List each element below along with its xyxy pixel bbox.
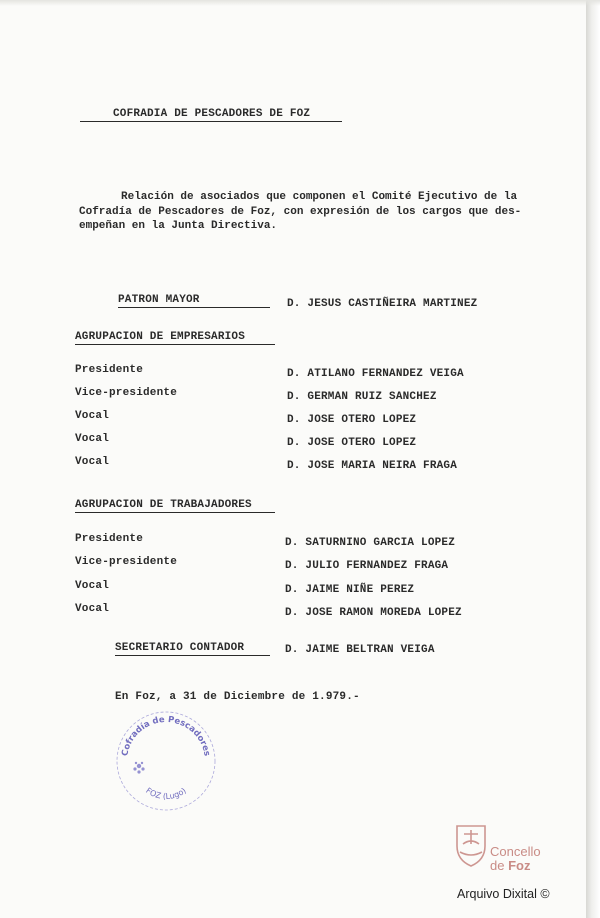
cofradia-stamp <box>113 708 219 814</box>
svg-text:Cofradía de Pescadores <box>120 715 211 757</box>
empresarios-role: Vocal <box>75 410 110 422</box>
secretario-underline <box>115 655 270 656</box>
intro-line: empeñan en la Junta Directiva. <box>79 220 278 232</box>
empresarios-role: Vice-presidente <box>75 387 178 399</box>
logo-word-concello: Concello <box>490 844 541 859</box>
empresarios-name: D. JOSE OTERO LOPEZ <box>287 437 417 449</box>
stamp-emblem-icon <box>133 762 144 774</box>
trabajadores-name: D. SATURNINO GARCIA LOPEZ <box>285 537 456 549</box>
page-edge <box>586 0 600 918</box>
empresarios-heading: AGRUPACION DE EMPRESARIOS <box>75 331 246 343</box>
svg-text:FOZ (Lugo) <box>144 786 188 801</box>
trabajadores-role: Vice-presidente <box>75 556 178 568</box>
stamp-text-bottom: FOZ (Lugo) <box>144 786 188 802</box>
intro-line: Relación de asociados que componen el Comité Ejecutivo de la <box>121 191 518 203</box>
trabajadores-name: D. JULIO FERNANDEZ FRAGA <box>285 560 449 572</box>
logo-word-foz: Foz <box>508 858 531 873</box>
patron-mayor-name: D. JESUS CASTIÑEIRA MARTINEZ <box>287 298 478 310</box>
empresarios-name: D. ATILANO FERNANDEZ VEIGA <box>287 368 464 380</box>
concello-foz-wordmark <box>490 845 541 873</box>
logo-word-de: de <box>490 858 505 873</box>
intro-line: Cofradía de Pescadores de Foz, con expresión de los cargos que des- <box>79 205 522 218</box>
trabajadores-role: Presidente <box>75 533 144 545</box>
empresarios-underline <box>75 344 275 345</box>
trabajadores-role: Vocal <box>75 580 110 592</box>
page-top-shadow <box>0 0 600 6</box>
patron-mayor-label: PATRON MAYOR <box>118 294 200 306</box>
trabajadores-underline <box>75 512 275 513</box>
intro-paragraph <box>79 190 559 234</box>
closing-line: En Foz, a 31 de Diciembre de 1.979.- <box>115 691 360 703</box>
trabajadores-name: D. JAIME NIÑE PEREZ <box>285 584 415 596</box>
trabajadores-name: D. JOSE RAMON MOREDA LOPEZ <box>285 607 462 619</box>
secretario-name: D. JAIME BELTRAN VEIGA <box>285 644 435 656</box>
empresarios-name: D. JOSE OTERO LOPEZ <box>287 414 417 426</box>
patron-mayor-underline <box>118 307 270 308</box>
empresarios-role: Vocal <box>75 456 110 468</box>
title-underline <box>80 121 342 122</box>
secretario-label: SECRETARIO CONTADOR <box>115 642 245 654</box>
empresarios-role: Vocal <box>75 433 110 445</box>
trabajadores-heading: AGRUPACION DE TRABAJADORES <box>75 499 252 511</box>
document-title: COFRADIA DE PESCADORES DE FOZ <box>113 108 311 120</box>
empresarios-role: Presidente <box>75 364 144 376</box>
stamp-text-top: Cofradía de Pescadores <box>120 714 212 757</box>
empresarios-name: D. JOSE MARIA NEIRA FRAGA <box>287 460 458 472</box>
empresarios-name: D. GERMAN RUIZ SANCHEZ <box>287 391 437 403</box>
trabajadores-role: Vocal <box>75 603 110 615</box>
archive-label: Arquivo Dixital © <box>457 887 550 901</box>
